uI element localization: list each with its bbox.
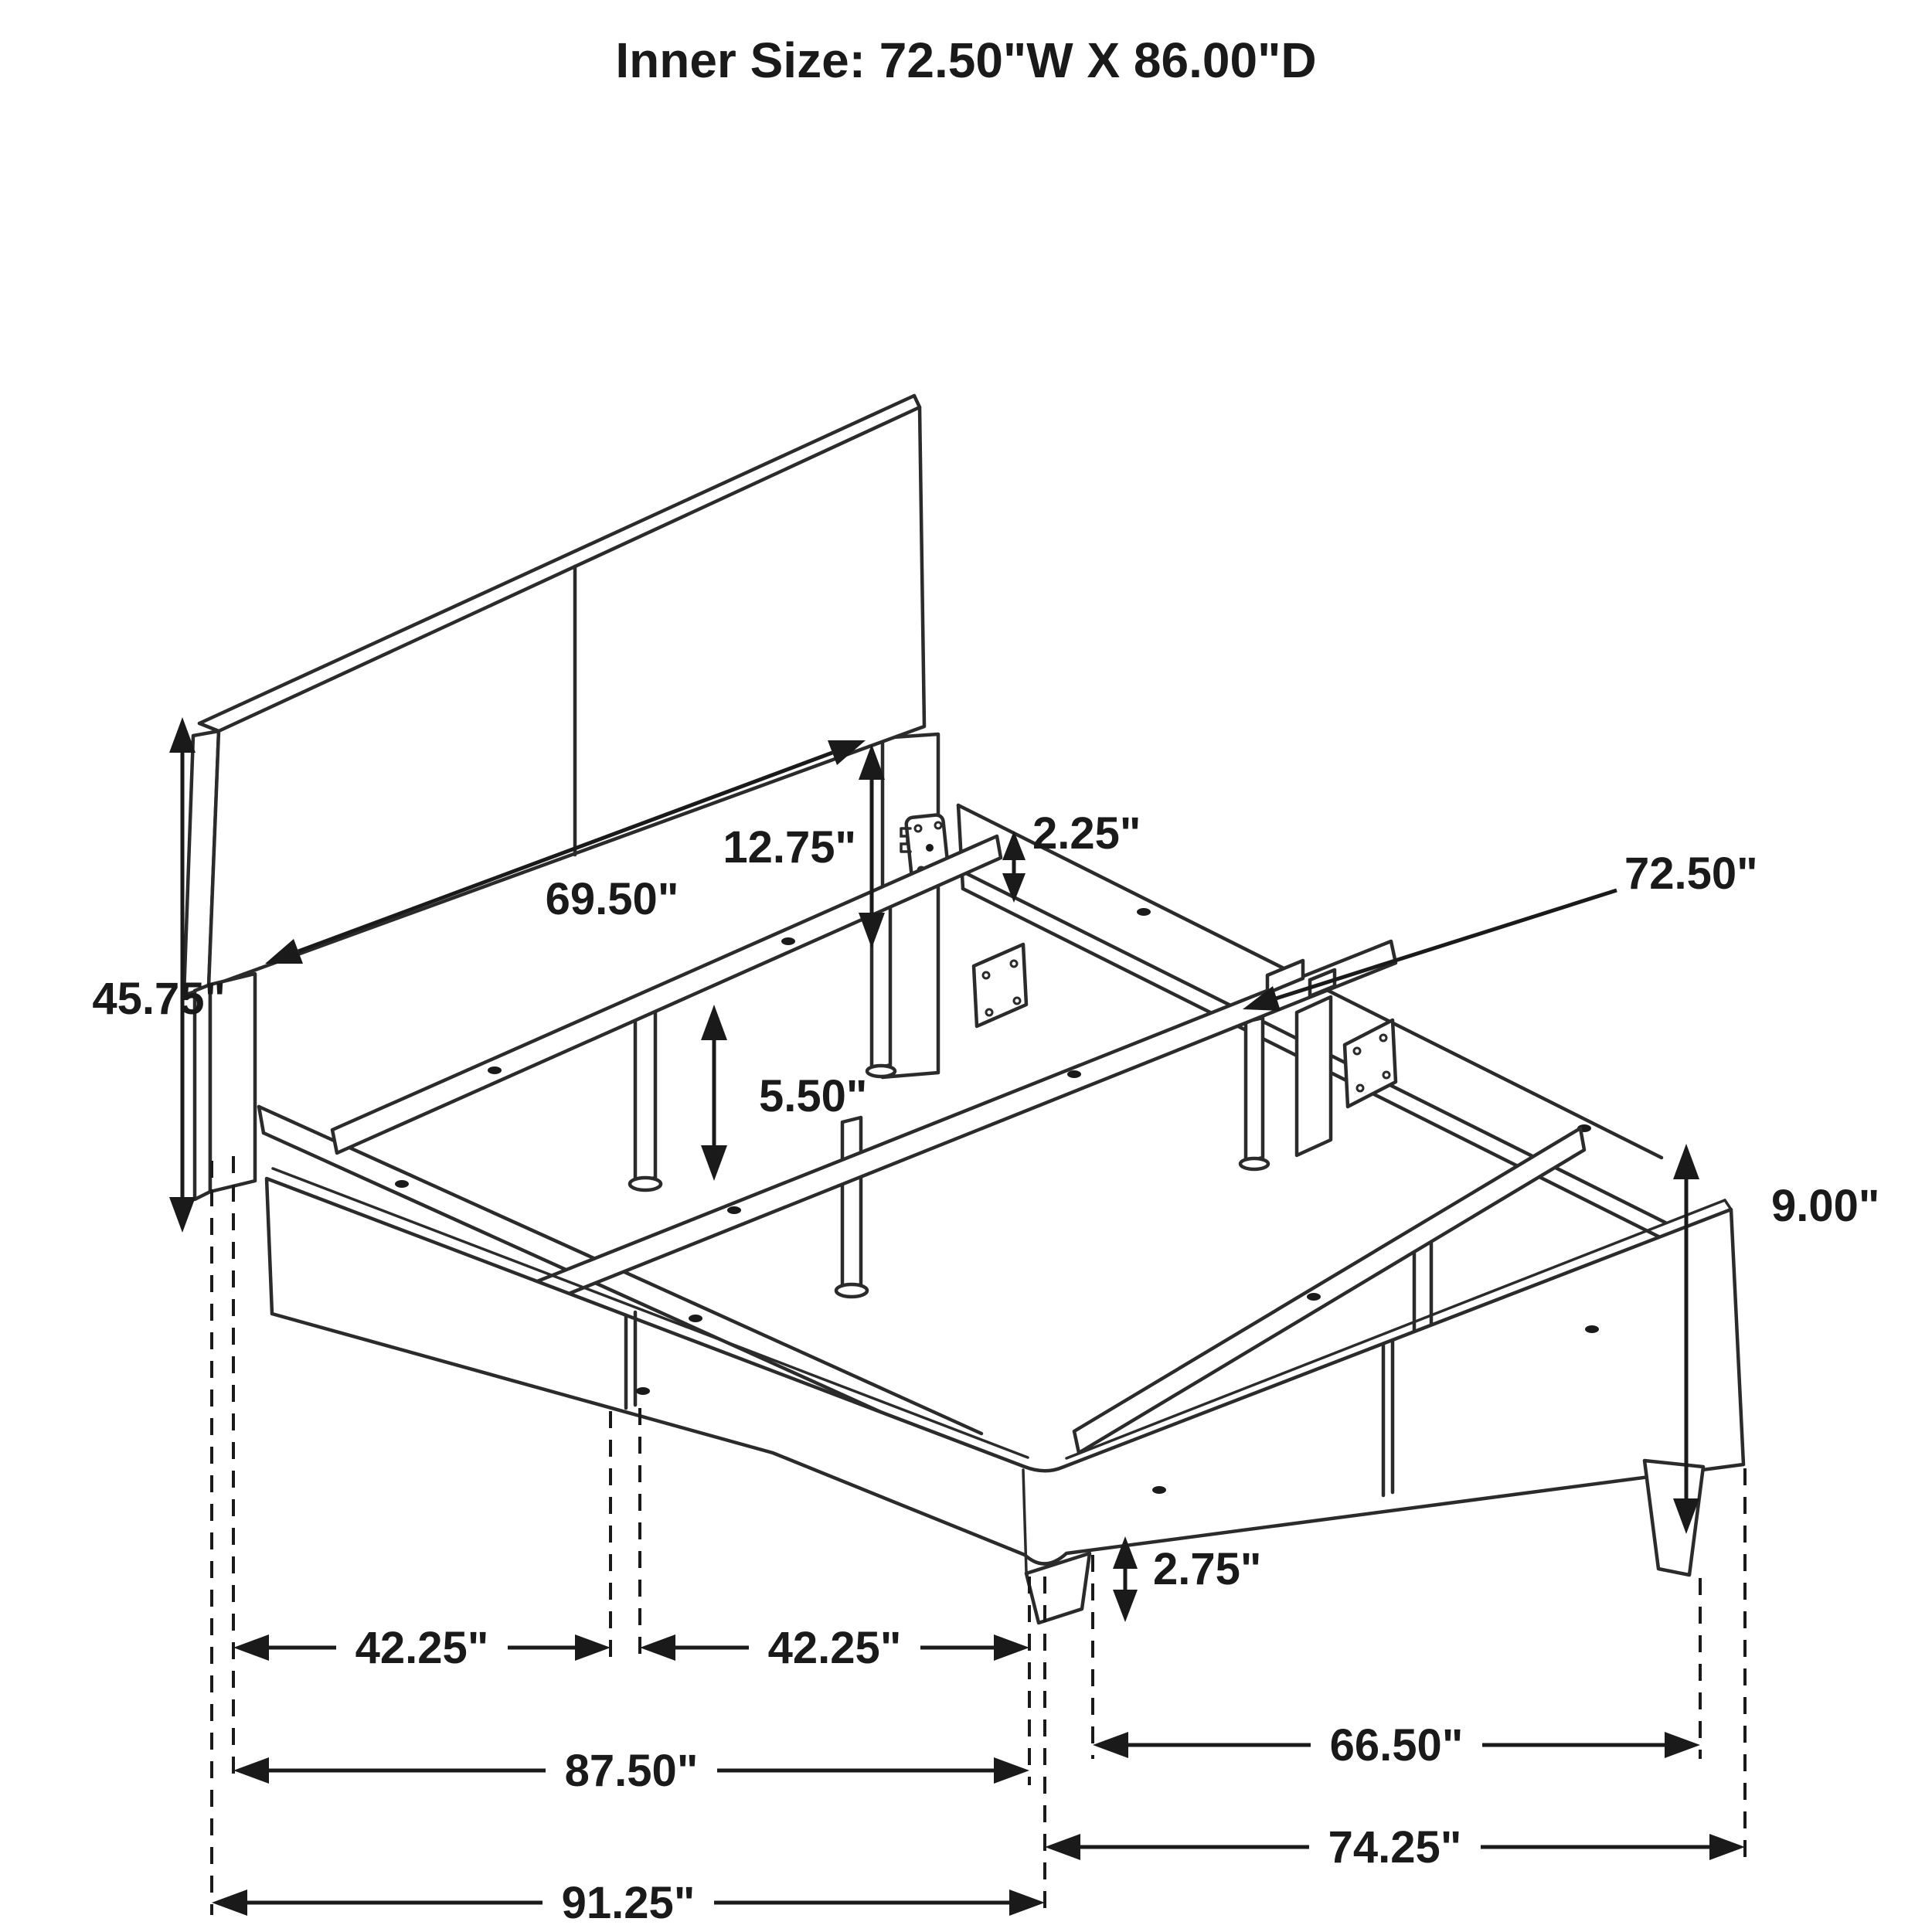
center-support-leg xyxy=(635,995,655,1182)
dim-rail-thickness xyxy=(1002,808,1141,903)
dim-rail-section-1 xyxy=(233,1623,611,1673)
dim-label-rail-section-2: 42.25" xyxy=(767,1623,902,1673)
screw-hole xyxy=(1307,1293,1321,1301)
screw-hole xyxy=(689,1315,702,1322)
dim-side-rail-length xyxy=(233,1746,1029,1796)
dim-support-rail-length xyxy=(1243,849,1758,1011)
dim-foot-rail-inner xyxy=(1093,1720,1700,1770)
screw-hole xyxy=(727,1206,741,1214)
dim-label-overall-depth: 91.25" xyxy=(561,1878,696,1928)
center-post xyxy=(1297,997,1396,1155)
dim-label-front-leg-height: 2.75" xyxy=(1153,1544,1262,1594)
dim-front-leg-height xyxy=(1113,1536,1261,1622)
rail-bracket-inner xyxy=(974,944,1026,1026)
dim-label-side-rail-length: 87.50" xyxy=(564,1746,699,1796)
upholstered-rails xyxy=(267,1168,1743,1572)
diagram-title: Inner Size: 72.50"W X 86.00"D xyxy=(615,32,1317,88)
leg-foot xyxy=(630,1178,661,1190)
screw-hole xyxy=(781,937,795,945)
dim-rail-section-2 xyxy=(640,1623,1029,1673)
center-support-leg xyxy=(842,1117,861,1289)
center-support-leg xyxy=(1246,1018,1263,1162)
dim-label-foot-rail-height: 9.00" xyxy=(1771,1181,1880,1231)
dim-label-overall-width: 74.25" xyxy=(1328,1822,1462,1872)
dim-label-foot-rail-inner: 66.50" xyxy=(1329,1720,1464,1770)
screw-hole xyxy=(488,1066,502,1074)
screw-hole xyxy=(395,1180,409,1188)
dim-label-support-rail-length: 72.50" xyxy=(1624,849,1758,899)
screw-hole xyxy=(636,1387,650,1395)
dim-label-headboard-height: 45.75" xyxy=(92,974,226,1024)
headboard-top-lip-cap-right xyxy=(914,396,920,407)
screw-hole xyxy=(1137,908,1151,916)
front-right-leg xyxy=(1645,1461,1703,1575)
leg-foot xyxy=(1240,1158,1268,1169)
leg-foot xyxy=(867,1066,895,1077)
dim-label-panel-width: 69.50" xyxy=(545,874,679,924)
screw-hole xyxy=(1152,1486,1166,1494)
dim-label-center-leg-height: 5.50" xyxy=(759,1071,868,1121)
dim-label-rail-thickness: 2.25" xyxy=(1032,808,1141,859)
dim-overall-width xyxy=(1045,1822,1745,1872)
leg-foot xyxy=(836,1284,867,1297)
dim-label-headboard-leg: 12.75" xyxy=(723,822,856,872)
dim-overall-depth xyxy=(212,1878,1045,1928)
screw-hole xyxy=(1585,1325,1599,1333)
screw-hole xyxy=(1067,1070,1081,1078)
headboard-top-lip-cap-left xyxy=(199,723,219,731)
dim-label-rail-section-1: 42.25" xyxy=(355,1623,489,1673)
rail-cap-edge xyxy=(1725,1200,1731,1209)
rail-bracket-post xyxy=(1345,1020,1396,1107)
